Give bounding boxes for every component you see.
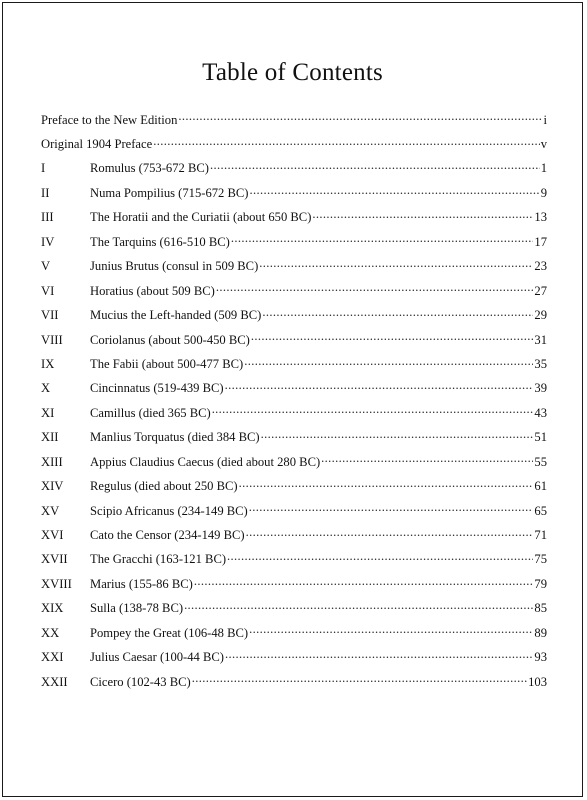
dot-leader xyxy=(216,282,534,295)
toc-entry xyxy=(41,453,547,477)
toc-entry xyxy=(41,478,547,502)
toc-entry-page: 29 xyxy=(534,308,547,323)
dot-leader xyxy=(184,600,533,613)
toc-entry-title: Manlius Torquatus (died 384 BC) xyxy=(90,430,260,445)
dot-leader xyxy=(262,307,533,320)
toc-entry-title: The Tarquins (616-510 BC) xyxy=(90,234,230,249)
toc-entry-number: V xyxy=(41,259,51,274)
toc-entry xyxy=(41,673,547,697)
toc-entry-number: XX xyxy=(41,625,60,640)
toc-entry-page: 13 xyxy=(534,210,547,225)
dot-leader xyxy=(244,355,533,368)
dot-leader xyxy=(261,429,534,442)
dot-leader xyxy=(225,649,533,662)
toc-entry-title: The Fabii (about 500-477 BC) xyxy=(90,356,244,371)
toc-entry-page: i xyxy=(543,112,547,127)
toc-entry-page: 17 xyxy=(534,234,547,249)
toc-entry-title: Horatius (about 509 BC) xyxy=(90,283,215,298)
toc-entry xyxy=(41,331,547,355)
toc-entry-number: XII xyxy=(41,430,59,445)
toc-entry xyxy=(41,184,547,208)
toc-entry-page: 39 xyxy=(534,381,547,396)
toc-entry-page: 103 xyxy=(528,674,547,689)
toc-entry-page: 55 xyxy=(534,454,547,469)
dot-leader xyxy=(153,135,539,148)
toc-entry-number: XXII xyxy=(41,674,68,689)
toc-entry-title: Original 1904 Preface xyxy=(41,137,153,152)
toc-entry xyxy=(41,649,547,673)
toc-entry-page: 75 xyxy=(534,552,547,567)
toc-entry-number: XI xyxy=(41,405,55,420)
toc-entry xyxy=(41,624,547,648)
dot-leader xyxy=(178,111,542,124)
toc-entry-page: 27 xyxy=(534,283,547,298)
toc-entry-page: 31 xyxy=(534,332,547,347)
toc-entry-page: 93 xyxy=(534,650,547,665)
toc-entry-title: Pompey the Great (106-48 BC) xyxy=(90,625,249,640)
toc-entry-title: Preface to the New Edition xyxy=(41,112,178,127)
toc-entry-title: Julius Caesar (100-44 BC) xyxy=(90,650,224,665)
toc-entry-title: The Gracchi (163-121 BC) xyxy=(90,552,227,567)
dot-leader xyxy=(212,404,534,417)
toc-entry xyxy=(41,380,547,404)
toc-entry-page: 65 xyxy=(534,503,547,518)
dot-leader xyxy=(251,331,534,344)
toc-entry-page: v xyxy=(540,137,547,152)
toc-entry xyxy=(41,233,547,257)
toc-entry xyxy=(41,600,547,624)
toc-entry xyxy=(41,209,547,233)
toc-list xyxy=(41,111,547,698)
toc-entry xyxy=(41,282,547,306)
toc-entry-title: Romulus (753-672 BC) xyxy=(90,161,209,176)
toc-entry xyxy=(41,160,547,184)
toc-entry-number: IX xyxy=(41,356,55,371)
dot-leader xyxy=(239,478,534,491)
toc-entry-page: 1 xyxy=(540,161,547,176)
toc-entry-number: I xyxy=(41,161,46,176)
dot-leader xyxy=(227,551,533,564)
dot-leader xyxy=(249,624,533,637)
dot-leader xyxy=(192,673,527,686)
toc-entry-number: XV xyxy=(41,503,60,518)
toc-entry-page: 71 xyxy=(534,528,547,543)
dot-leader xyxy=(312,209,533,222)
toc-entry-number: XVI xyxy=(41,528,64,543)
toc-entry xyxy=(41,135,547,159)
dot-leader xyxy=(249,184,539,197)
dot-leader xyxy=(259,258,533,271)
toc-entry-title: Cincinnatus (519-439 BC) xyxy=(90,381,224,396)
toc-entry-number: II xyxy=(41,185,50,200)
toc-entry xyxy=(41,429,547,453)
toc-entry-number: VIII xyxy=(41,332,63,347)
toc-entry-number: XIV xyxy=(41,479,64,494)
toc-entry-page: 51 xyxy=(534,430,547,445)
dot-leader xyxy=(246,526,534,539)
toc-entry xyxy=(41,307,547,331)
toc-entry xyxy=(41,404,547,428)
toc-entry-page: 35 xyxy=(534,356,547,371)
toc-entry xyxy=(41,551,547,575)
toc-entry-title: Marius (155-86 BC) xyxy=(90,576,193,591)
toc-entry-number: VI xyxy=(41,283,55,298)
toc-entry-number: XIX xyxy=(41,601,64,616)
toc-entry-page: 79 xyxy=(534,576,547,591)
toc-entry-number: III xyxy=(41,210,54,225)
toc-entry-title: Scipio Africanus (234-149 BC) xyxy=(90,503,248,518)
toc-entry xyxy=(41,111,547,135)
dot-leader xyxy=(225,380,534,393)
toc-entry-title: Sulla (138-78 BC) xyxy=(90,601,184,616)
dot-leader xyxy=(321,453,533,466)
toc-entry-page: 9 xyxy=(540,185,547,200)
toc-entry-page: 23 xyxy=(534,259,547,274)
toc-entry xyxy=(41,258,547,282)
toc-entry-number: XXI xyxy=(41,650,64,665)
toc-entry-page: 43 xyxy=(534,405,547,420)
toc-entry-number: XVIII xyxy=(41,576,72,591)
page-title: Table of Contents xyxy=(202,59,383,86)
toc-entry-number: XVII xyxy=(41,552,68,567)
toc-entry-page: 85 xyxy=(534,601,547,616)
toc-entry-number: IV xyxy=(41,234,55,249)
toc-entry-title: Camillus (died 365 BC) xyxy=(90,405,211,420)
toc-entry-title: Appius Claudius Caecus (died about 280 BC) xyxy=(90,454,321,469)
toc-entry-title: Numa Pompilius (715-672 BC) xyxy=(90,185,249,200)
dot-leader xyxy=(231,233,534,246)
toc-entry-title: Regulus (died about 250 BC) xyxy=(90,479,238,494)
toc-entry-title: Cato the Censor (234-149 BC) xyxy=(90,528,245,543)
toc-entry xyxy=(41,502,547,526)
toc-entry-title: Junius Brutus (consul in 509 BC) xyxy=(90,259,259,274)
toc-entry-number: VII xyxy=(41,308,59,323)
dot-leader xyxy=(194,575,534,588)
toc-entry-page: 61 xyxy=(534,479,547,494)
dot-leader xyxy=(249,502,534,515)
toc-entry-title: Mucius the Left-handed (509 BC) xyxy=(90,308,262,323)
page xyxy=(2,2,583,797)
toc-entry xyxy=(41,355,547,379)
toc-entry xyxy=(41,575,547,599)
toc-entry-title: Coriolanus (about 500-450 BC) xyxy=(90,332,250,347)
toc-entry-title: Cicero (102-43 BC) xyxy=(90,674,191,689)
toc-entry-page: 89 xyxy=(534,625,547,640)
toc-entry-number: X xyxy=(41,381,51,396)
dot-leader xyxy=(210,160,540,173)
toc-entry-title: The Horatii and the Curiatii (about 650 BC) xyxy=(90,210,312,225)
toc-entry xyxy=(41,526,547,550)
toc-entry-number: XIII xyxy=(41,454,63,469)
